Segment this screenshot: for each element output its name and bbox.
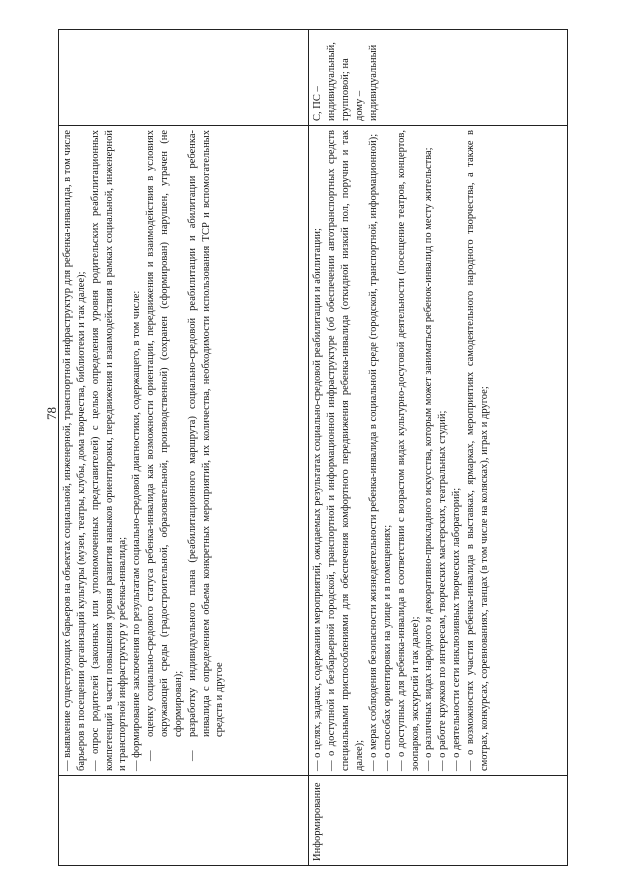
- cell-content-top: [59, 126, 309, 776]
- cell-name-top: [59, 776, 309, 866]
- cell-form-informing: С, ПС – индивидуальный, групповой; на дому – индивидуальный: [309, 30, 568, 126]
- content-item: — о доступных для ребенка-инвалида в соответствии с возрастом видах культурно-досуговой деятельности (посещение театров, концертов, зоопарков, экскурсий и так далее);: [395, 130, 421, 771]
- content-item: — о способах ориентировки на улице и в помещениях;: [381, 524, 393, 771]
- table-row-informing: [309, 30, 568, 866]
- content-item: — выявление существующих барьеров на объектах социальной, инженерной, транспортной инфраструктур для ребенка-инвалида, в том числе барьеров в посещении организаций культуры (музеи, театры, клубы, дома творчества, библиотеки и так далее);: [62, 130, 87, 771]
- rotated-table-container: [58, 30, 568, 866]
- content-item: — о деятельности сети инклюзивных творческих лабораторий;: [451, 487, 463, 771]
- sub-item-dash: —: [186, 750, 198, 761]
- sub-item: [144, 130, 186, 771]
- cell-name-informing: Информирование: [309, 776, 568, 866]
- content-item: — о возможностях участия ребенка-инвалида в выставках, ярмарках, мероприятиях самодеятельного народного творчества, а также в смотрах, конкурсах, соревнованиях, танцах (в том числе на колясках), играх и другое;: [464, 130, 490, 771]
- content-item: — о доступной и безбарьерной городской, транспортной и информационной инфраструктуре (об обеспечении автотранспортных средств специальными приспособлениями для обеспечения комфортного передвижения ребенка-инвалида (откидной низкий пол, поручни и так далее);: [326, 130, 366, 771]
- content-item: — формирование заключения по результатам социально-средовой диагностики, содержащего, в том числе:: [131, 290, 143, 771]
- content-item: — о мерах соблюдения безопасности жизнедеятельности ребенка-инвалида в социальной среде (городской, транспортной, информационной);: [367, 133, 379, 771]
- page-number: 78: [44, 407, 59, 420]
- content-item: — о работе кружков по интересам, творческих мастерских, театральных студий;: [437, 410, 449, 771]
- cell-content-informing: [309, 126, 568, 776]
- sub-item-text: разработку индивидуального плана (реабилитационного маршрута) социально-средовой реабилитации и абилитации ребенка-инвалида с определением объема конкретных мероприятий, их количества, необходимости использования ТСР и вспомогательных средств и другое: [186, 130, 226, 737]
- table-row-diagnostics: [59, 30, 309, 866]
- sub-item-dash: —: [145, 750, 157, 761]
- cell-form-top: [59, 30, 309, 126]
- sub-item-text: оценку социально-средового статуса ребенка-инвалида как возможности ориентации, передвижения и взаимодействия в условиях окружающей среды (градостроительной, образовательной, производственной) (сохранен (сформирован) нарушен, утрачен (не сформирован);: [145, 130, 184, 737]
- sub-item: [186, 130, 228, 771]
- content-item: — о целях, задачах, содержании мероприятий, ожидаемых результатах социально-средовой реабилитации и абилитации;: [312, 228, 324, 771]
- service-table: [58, 29, 568, 866]
- content-item: — опрос родителей (законных или уполномоченных представителей) с целью определения уровня родительских реабилитационных компетенций в части повышения уровня развития навыков ориентировки, передвижения и взаимодействия в рамках социальной, инженерной и транспортной инфраструктур у ребенка-инвалида;: [89, 130, 129, 771]
- content-item: — о различных видах народного и декоративно-прикладного искусства, которым может заниматься ребенок-инвалид по месту жительства;: [423, 147, 435, 771]
